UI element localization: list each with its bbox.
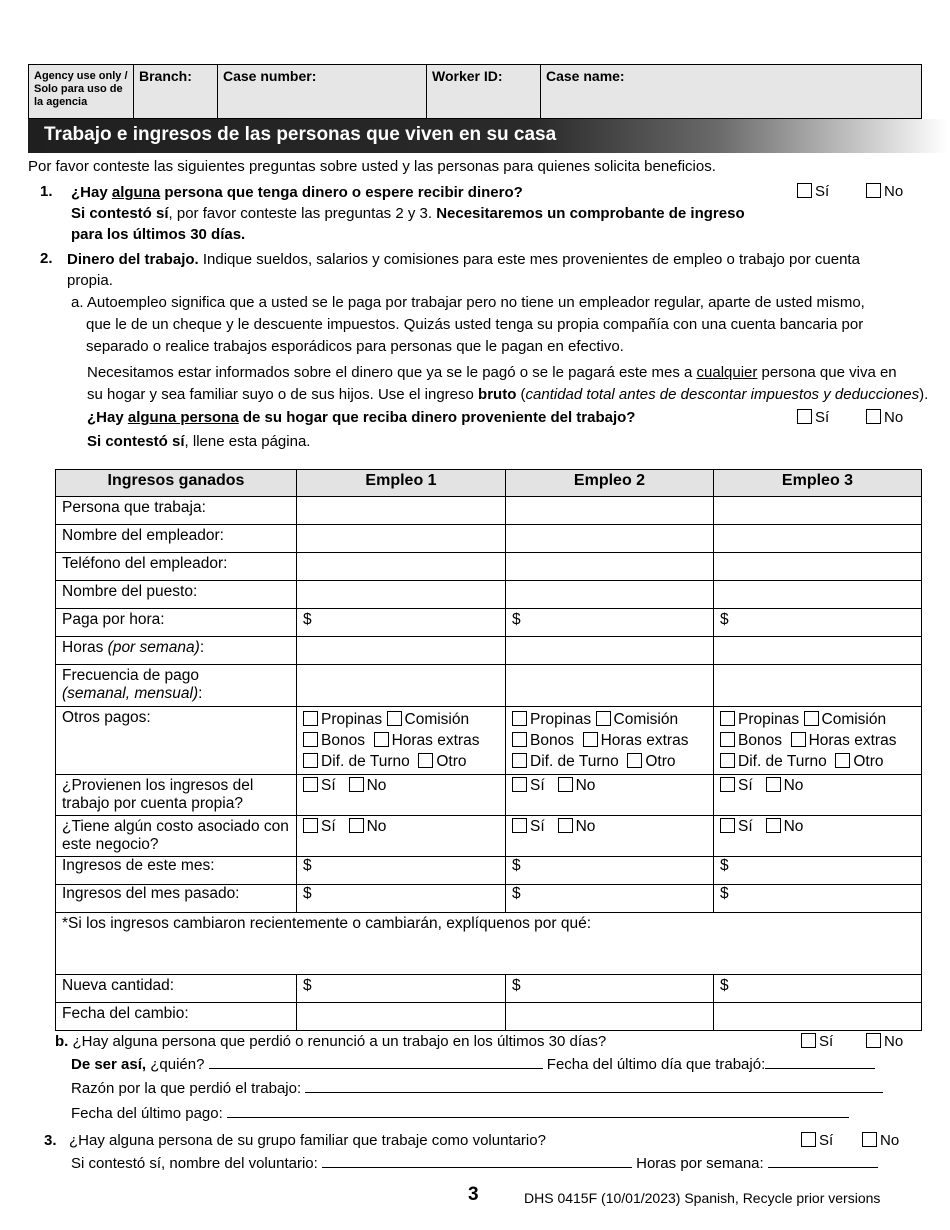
table-row (56, 609, 922, 637)
row-label-hourly-pay: Paga por hora: (56, 609, 297, 637)
job3-cost-yes-checkbox[interactable] (720, 818, 735, 833)
job2-self-no-checkbox[interactable] (558, 777, 573, 792)
row-label-last-month: Ingresos del mes pasado: (56, 885, 297, 913)
job2-bonos-checkbox[interactable] (512, 732, 527, 747)
job3-worker-cell[interactable] (714, 497, 922, 525)
table-row (56, 581, 922, 609)
qb-last-pay-input[interactable] (227, 1104, 849, 1118)
table-row (56, 816, 922, 857)
q2-no-option[interactable]: No (866, 409, 903, 426)
q3-yes-checkbox[interactable] (801, 1132, 816, 1147)
job2-cost-yes-checkbox[interactable] (512, 818, 527, 833)
case-number-field[interactable]: Case number: (218, 65, 427, 118)
agency-header (28, 64, 922, 119)
qb-reason-line: Razón por la que perdió el trabajo: (71, 1079, 883, 1097)
qb-who-line: De ser así, ¿quién? Fecha del último día que trabajó: (71, 1055, 875, 1073)
job3-last-month-cell[interactable]: $ (714, 885, 922, 913)
q3-question: ¿Hay alguna persona de su grupo familiar que trabaje como voluntario? (69, 1132, 546, 1149)
q2-fill-instruction: Si contestó sí, llene esta página. (87, 433, 311, 450)
job2-hourly-pay-cell[interactable]: $ (506, 609, 714, 637)
q3-volunteer-line: Si contestó sí, nombre del voluntario: Horas por semana: (71, 1154, 878, 1172)
job1-position-cell[interactable] (297, 581, 506, 609)
col-header-job3: Empleo 3 (714, 470, 922, 497)
qb-reason-input[interactable] (305, 1079, 883, 1093)
job2-new-amount-cell[interactable]: $ (506, 975, 714, 1003)
job3-this-month-cell[interactable]: $ (714, 857, 922, 885)
qb-last-pay-line: Fecha del último pago: (71, 1104, 849, 1122)
job3-change-date-cell[interactable] (714, 1003, 922, 1031)
job2-otro-checkbox[interactable] (627, 753, 642, 768)
job3-cost-options: Sí No (714, 816, 922, 857)
job1-frequency-cell[interactable] (297, 665, 506, 707)
worker-id-field[interactable]: Worker ID: (427, 65, 541, 118)
job3-hourly-pay-cell[interactable]: $ (714, 609, 922, 637)
row-label-phone: Teléfono del empleador: (56, 553, 297, 581)
job2-horas-extras-checkbox[interactable] (583, 732, 598, 747)
col-header-job1: Empleo 1 (297, 470, 506, 497)
job1-self-employed-options: Sí No (297, 775, 506, 816)
row-label-self-employed: ¿Provienen los ingresos del trabajo por cuenta propia? (56, 775, 297, 816)
job1-cost-yes-checkbox[interactable] (303, 818, 318, 833)
table-row (56, 975, 922, 1003)
job3-frequency-cell[interactable] (714, 665, 922, 707)
table-row (56, 525, 922, 553)
job3-bonos-checkbox[interactable] (720, 732, 735, 747)
job1-new-amount-cell[interactable]: $ (297, 975, 506, 1003)
q3-number: 3. (44, 1132, 57, 1149)
job1-self-no-checkbox[interactable] (349, 777, 364, 792)
qb-no-option[interactable]: No (866, 1033, 903, 1050)
job2-frequency-cell[interactable] (506, 665, 714, 707)
job3-comision-checkbox[interactable] (804, 711, 819, 726)
qb-yes-option[interactable]: Sí (801, 1033, 833, 1050)
job1-horas-extras-checkbox[interactable] (374, 732, 389, 747)
income-table (55, 469, 922, 1031)
col-header-job2: Empleo 2 (506, 470, 714, 497)
row-label-position: Nombre del puesto: (56, 581, 297, 609)
job1-self-yes-checkbox[interactable] (303, 777, 318, 792)
job3-new-amount-cell[interactable]: $ (714, 975, 922, 1003)
job2-employer-cell[interactable] (506, 525, 714, 553)
job2-position-cell[interactable] (506, 581, 714, 609)
table-header-row (56, 470, 922, 497)
table-row (56, 913, 922, 975)
q1-number: 1. (40, 183, 53, 200)
qb-no-checkbox[interactable] (866, 1033, 881, 1048)
job1-last-month-cell[interactable]: $ (297, 885, 506, 913)
job1-otro-checkbox[interactable] (418, 753, 433, 768)
job1-phone-cell[interactable] (297, 553, 506, 581)
table-row (56, 665, 922, 707)
job3-hours-cell[interactable] (714, 637, 922, 665)
q2-yes-option[interactable]: Sí (797, 409, 829, 426)
q3-volunteer-name-input[interactable] (322, 1154, 632, 1168)
qb-who-input[interactable] (209, 1055, 543, 1069)
table-row (56, 885, 922, 913)
job1-propinas-checkbox[interactable] (303, 711, 318, 726)
job3-self-employed-options: Sí No (714, 775, 922, 816)
page-number: 3 (468, 1184, 479, 1205)
qb-yes-checkbox[interactable] (801, 1033, 816, 1048)
row-label-worker: Persona que trabaja: (56, 497, 297, 525)
job1-cost-no-checkbox[interactable] (349, 818, 364, 833)
change-explanation-cell[interactable]: *Si los ingresos cambiaron recientemente o cambiarán, explíquenos por qué: (56, 913, 922, 975)
section-title: Trabajo e ingresos de las personas que viven en su casa (28, 119, 948, 153)
table-row (56, 707, 922, 775)
q2-need-info: Necesitamos estar informados sobre el dinero que ya se le pagó o se le pagará este mes a cualquier persona que viva en su hogar y sea familiar suyo o de sus hijos. Use el ingreso bruto (cantidad total antes de descontar impuestos y deducciones). (87, 364, 929, 403)
job2-phone-cell[interactable] (506, 553, 714, 581)
job3-self-yes-checkbox[interactable] (720, 777, 735, 792)
intro-text: Por favor conteste las siguientes preguntas sobre usted y las personas para quienes solicita beneficios. (28, 158, 716, 175)
row-label-this-month: Ingresos de este mes: (56, 857, 297, 885)
q2-question: ¿Hay alguna persona de su hogar que reciba dinero proveniente del trabajo? (87, 409, 636, 426)
job1-this-month-cell[interactable]: $ (297, 857, 506, 885)
q1-no-checkbox[interactable] (866, 183, 881, 198)
q1-yes-option[interactable]: Sí (797, 183, 829, 200)
job2-cost-no-checkbox[interactable] (558, 818, 573, 833)
job2-cost-options: Sí No (506, 816, 714, 857)
job1-bonos-checkbox[interactable] (303, 732, 318, 747)
job2-worker-cell[interactable] (506, 497, 714, 525)
case-name-field[interactable]: Case name: (546, 68, 625, 84)
job3-other-pay-options: Propinas Comisión Bonos Horas extras Dif. de Turno Otro (714, 707, 922, 775)
job3-employer-cell[interactable] (714, 525, 922, 553)
job1-other-pay-options: Propinas Comisión Bonos Horas extras Dif. de Turno Otro (297, 707, 506, 775)
job2-dif-turno-checkbox[interactable] (512, 753, 527, 768)
job3-position-cell[interactable] (714, 581, 922, 609)
table-row (56, 857, 922, 885)
qb-question: b. ¿Hay alguna persona que perdió o renunció a un trabajo en los últimos 30 días? (55, 1033, 607, 1050)
job1-hourly-pay-cell[interactable]: $ (297, 609, 506, 637)
job2-change-date-cell[interactable] (506, 1003, 714, 1031)
table-row (56, 775, 922, 816)
job1-dif-turno-checkbox[interactable] (303, 753, 318, 768)
job3-otro-checkbox[interactable] (835, 753, 850, 768)
q2-yes-checkbox[interactable] (797, 409, 812, 424)
table-row (56, 1003, 922, 1031)
q3-yes-option[interactable]: Sí (801, 1132, 833, 1149)
row-label-new-amount: Nueva cantidad: (56, 975, 297, 1003)
q3-hours-input[interactable] (768, 1154, 878, 1168)
job1-cost-options: Sí No (297, 816, 506, 857)
row-label-business-cost: ¿Tiene algún costo asociado con este negocio? (56, 816, 297, 857)
job2-self-yes-checkbox[interactable] (512, 777, 527, 792)
job3-self-no-checkbox[interactable] (766, 777, 781, 792)
row-label-change-date: Fecha del cambio: (56, 1003, 297, 1031)
form-id: DHS 0415F (10/01/2023) Spanish, Recycle prior versions (524, 1190, 881, 1206)
branch-field[interactable]: Branch: (134, 65, 218, 118)
agency-use-only-label: Agency use only / Solo para uso de la agencia (29, 65, 134, 118)
table-row (56, 497, 922, 525)
job3-horas-extras-checkbox[interactable] (791, 732, 806, 747)
q2a-text: a. Autoempleo significa que a usted se le paga por trabajar pero no tiene un empleador regular, aparte de usted mismo, que le de un cheque y le descuente impuestos. Quizás usted tenga su propia compañía con una cuenta bancaria por separado o realice trabajos esporádicos para personas que le pagan en efectivo. (71, 294, 865, 355)
q2-text: Dinero del trabajo. Indique sueldos, salarios y comisiones para este mes provenientes de empleo o trabajo por cuenta propia. (67, 251, 860, 289)
job2-self-employed-options: Sí No (506, 775, 714, 816)
q3-no-option[interactable]: No (862, 1132, 899, 1149)
job1-worker-cell[interactable] (297, 497, 506, 525)
job2-propinas-checkbox[interactable] (512, 711, 527, 726)
row-label-other-pay: Otros pagos: (56, 707, 297, 775)
job1-hours-cell[interactable] (297, 637, 506, 665)
job3-propinas-checkbox[interactable] (720, 711, 735, 726)
table-row (56, 637, 922, 665)
q2-no-checkbox[interactable] (866, 409, 881, 424)
qb-last-day-input[interactable] (765, 1055, 875, 1069)
row-label-employer: Nombre del empleador: (56, 525, 297, 553)
row-label-frequency: Frecuencia de pago (semanal, mensual): (56, 665, 297, 707)
job2-this-month-cell[interactable]: $ (506, 857, 714, 885)
q1-text: ¿Hay alguna persona que tenga dinero o espere recibir dinero? Si contestó sí, por favor conteste las preguntas 2 y 3. Necesitaremos un comprobante de ingreso para los últimos 30 días. (71, 184, 745, 243)
job3-phone-cell[interactable] (714, 553, 922, 581)
row-label-hours: Horas (por semana): (56, 637, 297, 665)
job1-change-date-cell[interactable] (297, 1003, 506, 1031)
job2-comision-checkbox[interactable] (596, 711, 611, 726)
q1-yes-checkbox[interactable] (797, 183, 812, 198)
job3-cost-no-checkbox[interactable] (766, 818, 781, 833)
table-row (56, 553, 922, 581)
col-header-income: Ingresos ganados (56, 470, 297, 497)
q3-no-checkbox[interactable] (862, 1132, 877, 1147)
job1-employer-cell[interactable] (297, 525, 506, 553)
job3-dif-turno-checkbox[interactable] (720, 753, 735, 768)
q1-no-option[interactable]: No (866, 183, 903, 200)
job1-comision-checkbox[interactable] (387, 711, 402, 726)
job2-last-month-cell[interactable]: $ (506, 885, 714, 913)
job2-hours-cell[interactable] (506, 637, 714, 665)
q2-number: 2. (40, 250, 53, 267)
job2-other-pay-options: Propinas Comisión Bonos Horas extras Dif. de Turno Otro (506, 707, 714, 775)
